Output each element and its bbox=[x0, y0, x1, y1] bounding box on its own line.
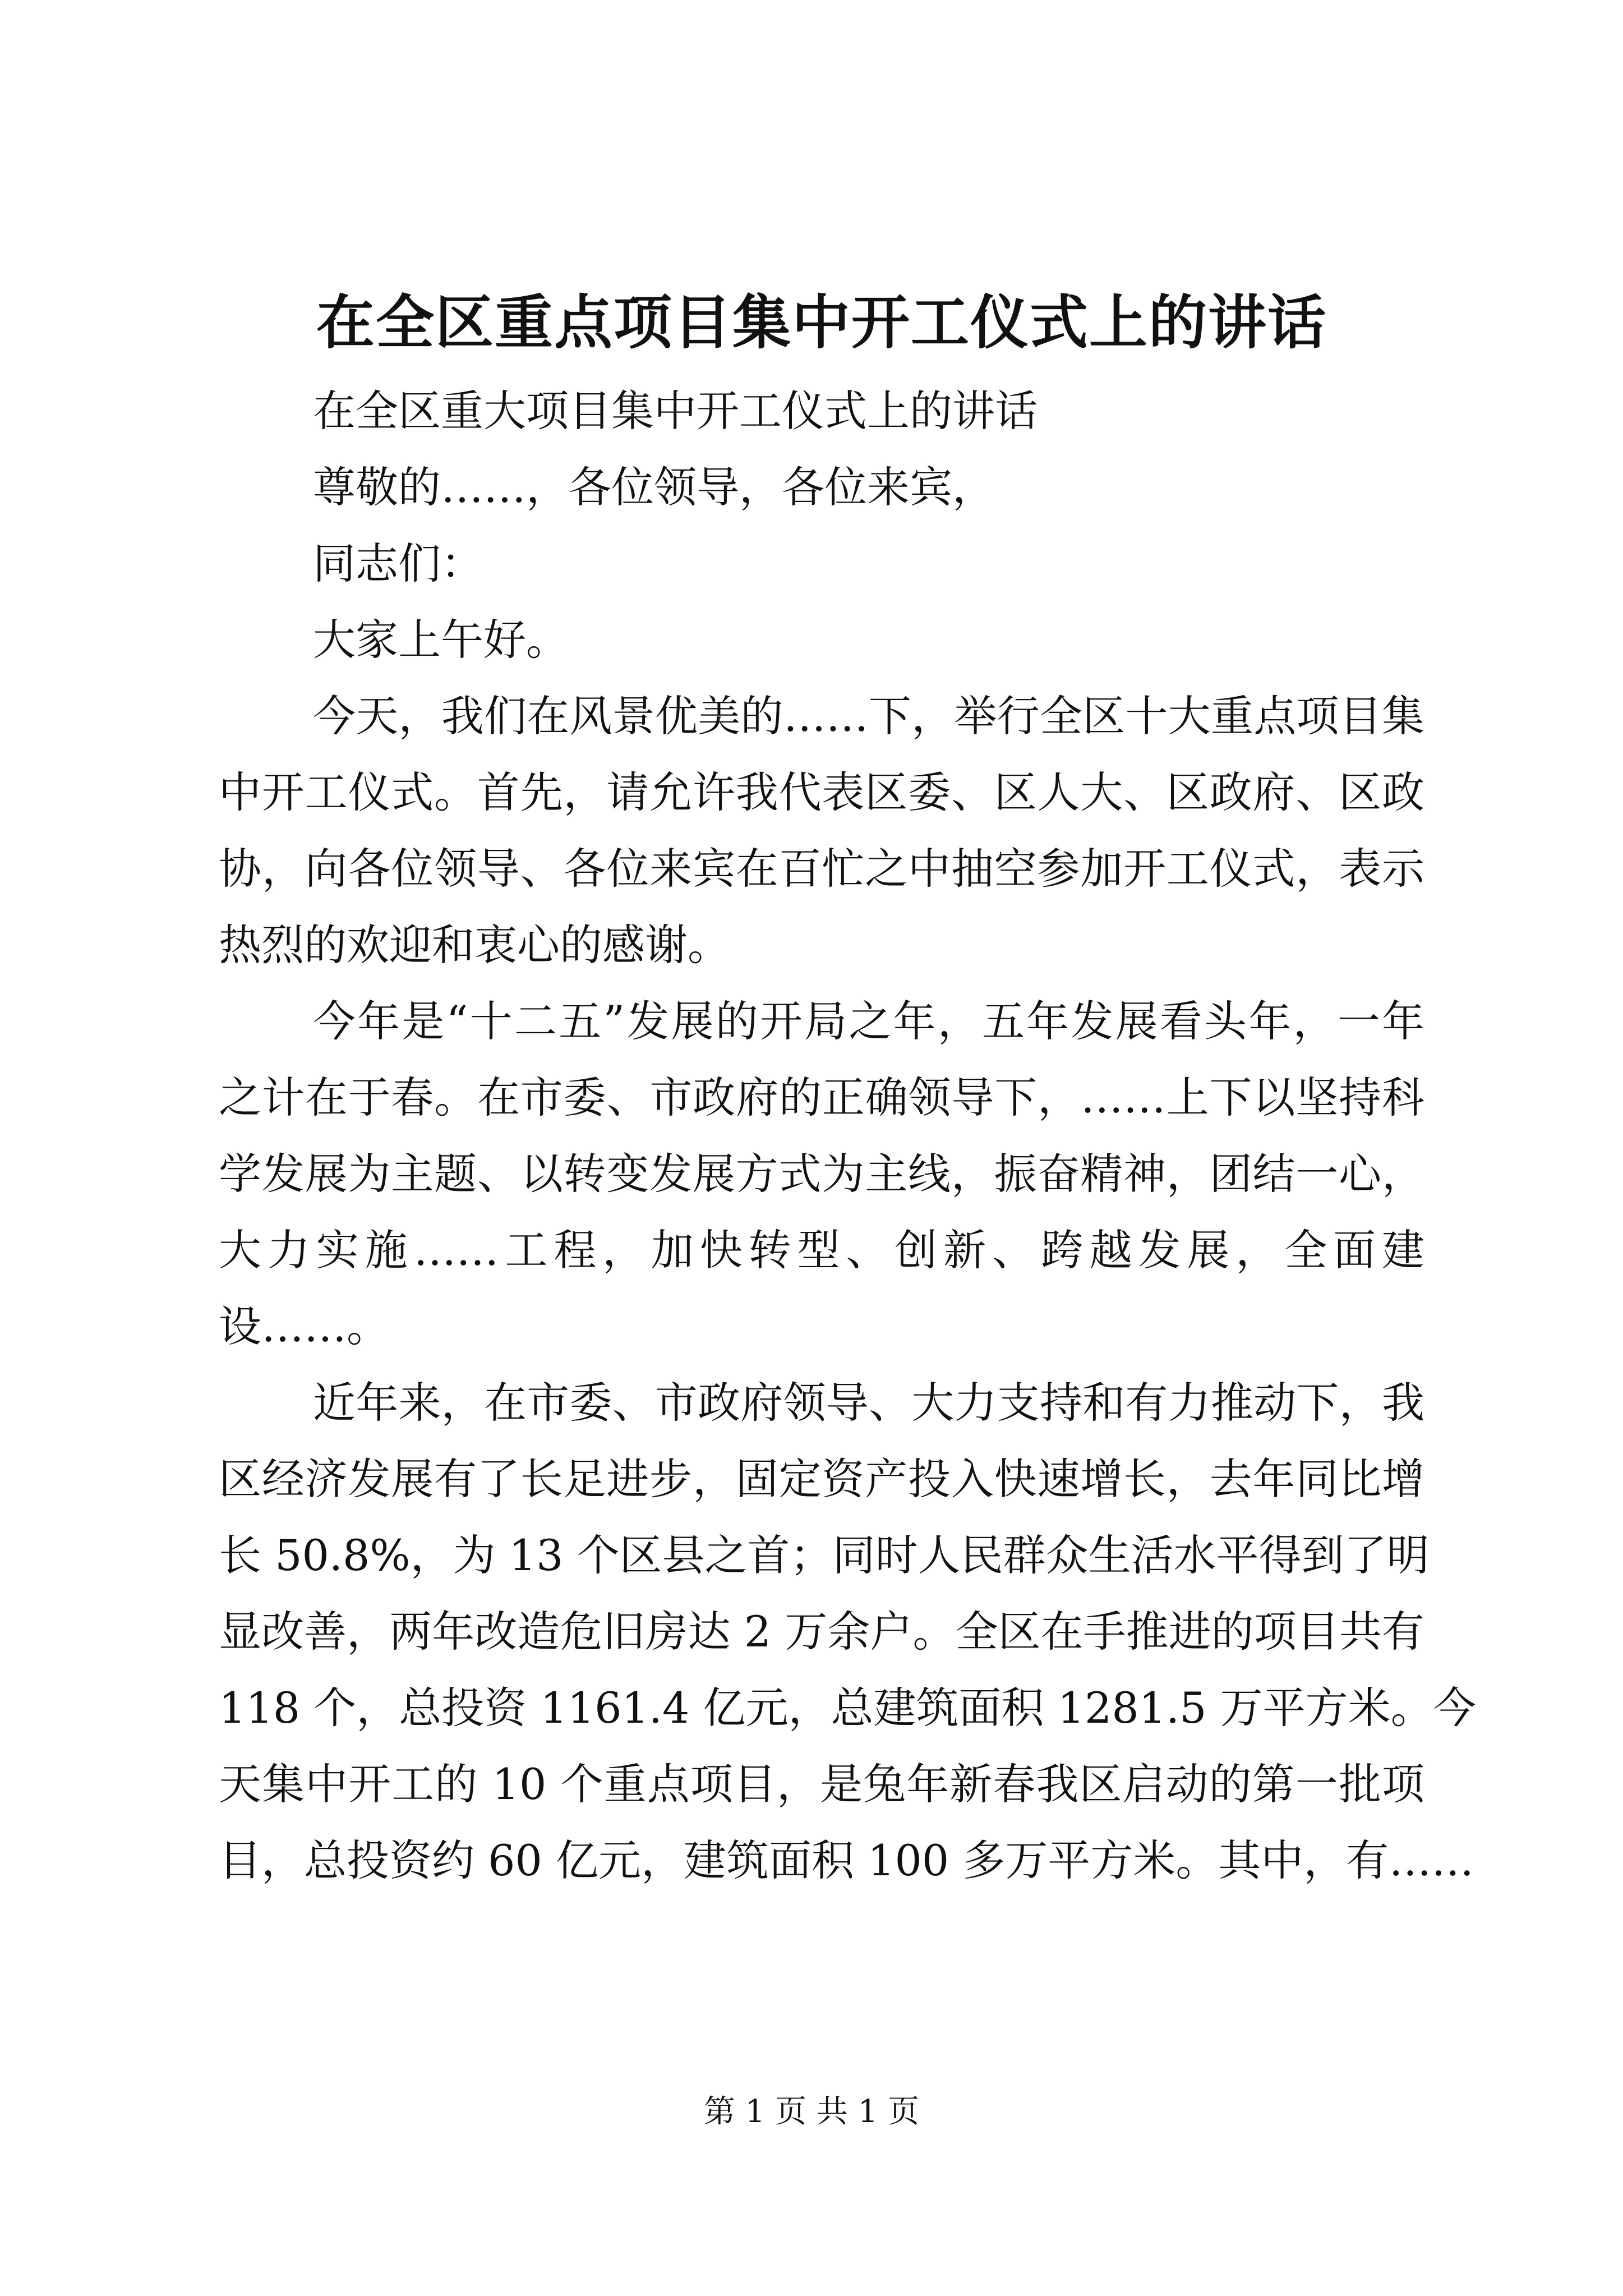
paragraph-line: 协，向各位领导、各位来宾在百忙之中抽空参加开工仪式，表示 bbox=[219, 844, 1424, 894]
document-body bbox=[219, 373, 1476, 1899]
document-title: 在全区重点项目集中开工仪式上的讲话 bbox=[316, 288, 1327, 357]
paragraph-line: 区经济发展有了长足进步，固定资产投入快速增长，去年同比增 bbox=[219, 1454, 1424, 1504]
paragraph-line: 大力实施……工程，加快转型、创新、跨越发展，全面建 bbox=[219, 1225, 1424, 1275]
paragraph-line: 今天，我们在风景优美的……下，举行全区十大重点项目集 bbox=[313, 691, 1424, 741]
paragraph-line: 长 50.8%，为 13 个区县之首；同时人民群众生活水平得到了明 bbox=[219, 1530, 1430, 1580]
paragraph-line: 学发展为主题、以转变发展方式为主线，振奋精神，团结一心， bbox=[219, 1149, 1424, 1199]
salutation-line: 同志们： bbox=[313, 539, 483, 588]
paragraph-line: 天集中开工的 10 个重点项目，是兔年新春我区启动的第一批项 bbox=[219, 1759, 1424, 1809]
paragraph-line: 118 个，总投资 1161.4 亿元，总建筑面积 1281.5 万平方米。今 bbox=[219, 1683, 1476, 1733]
paragraph-line: 中开工仪式。首先，请允许我代表区委、区人大、区政府、区政 bbox=[219, 767, 1424, 817]
greeting-line: 大家上午好。 bbox=[313, 615, 569, 665]
paragraph-line: 目，总投资约 60 亿元，建筑面积 100 多万平方米。其中，有…… bbox=[219, 1835, 1474, 1885]
paragraph-line: 今年是“十二五”发展的开局之年，五年发展看头年，一年 bbox=[313, 996, 1424, 1046]
salutation-line: 尊敬的……，各位领导，各位来宾， bbox=[313, 462, 995, 512]
subtitle-line: 在全区重大项目集中开工仪式上的讲话 bbox=[313, 386, 1038, 436]
page-number-footer: 第 1 页 共 1 页 bbox=[703, 2093, 920, 2130]
paragraph-line: 热烈的欢迎和衷心的感谢。 bbox=[219, 920, 730, 970]
paragraph-line: 之计在于春。在市委、市政府的正确领导下，……上下以坚持科 bbox=[219, 1073, 1424, 1122]
paragraph-line: 设……。 bbox=[219, 1301, 389, 1351]
paragraph-line: 近年来，在市委、市政府领导、大力支持和有力推动下，我 bbox=[313, 1378, 1424, 1428]
paragraph-line: 显改善，两年改造危旧房达 2 万余户。全区在手推进的项目共有 bbox=[219, 1607, 1424, 1657]
